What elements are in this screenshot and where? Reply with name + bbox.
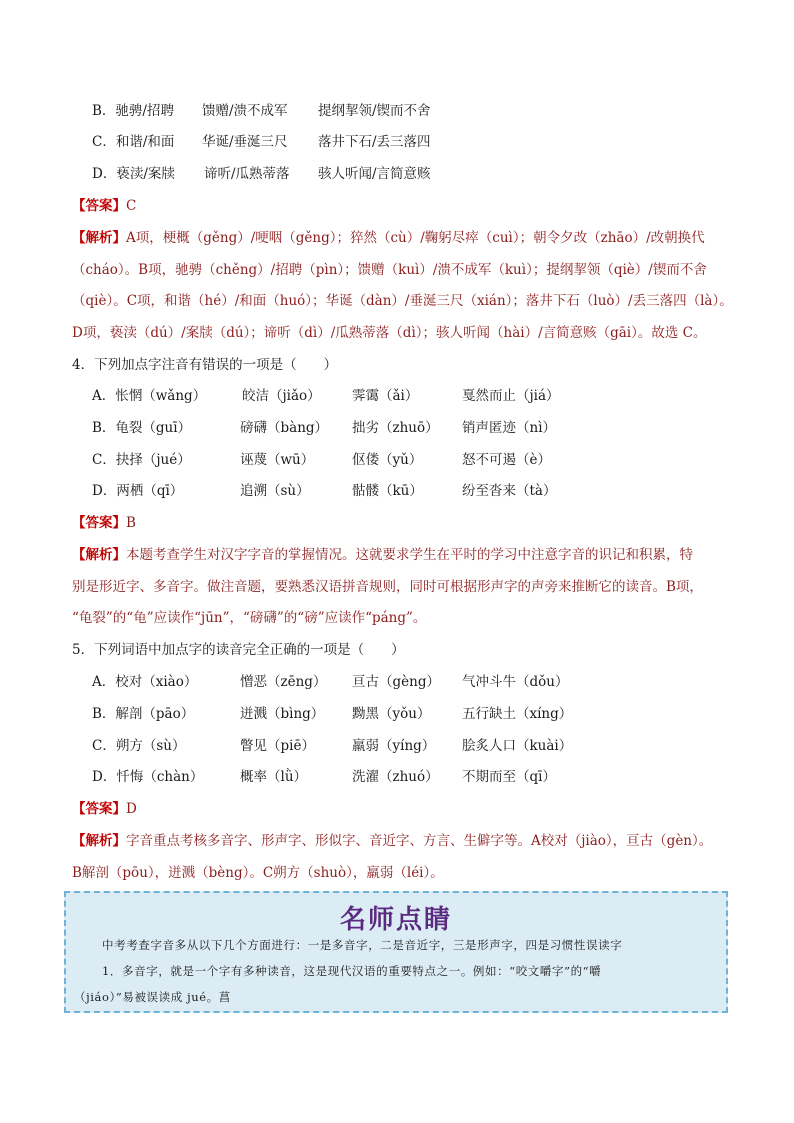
option-word: 羸弱（yíng） — [352, 738, 436, 754]
option-word: A．怅惘（wǎng） — [92, 388, 207, 404]
explain-text: A项，梗概（gěng）/哽咽（gěng）；猝然（cù）/鞠躬尽瘁（cuì）；朝令夕改（zhāo）/改朝换代 — [126, 230, 705, 246]
option-word: 戛然而止（jiá） — [462, 388, 560, 404]
option-label: B．驰骋/招聘 — [92, 103, 174, 119]
explain-text: （cháo）。B项，驰骋（chěng）/招聘（pìn）；馈赠（kuì）/溃不成军（kuì）；提纲挈领（qiè）/锲而不舍 — [72, 262, 707, 278]
option-word: 骇人听闻/言简意赅 — [318, 166, 431, 182]
option-label: C．和谐/和面 — [92, 134, 175, 150]
answer-tag: 【答案】 — [72, 515, 126, 531]
explain-tag: 【解析】 — [72, 547, 126, 563]
option-word: 纷至沓来（tà） — [462, 483, 557, 499]
option-word: 五行缺土（xíng） — [462, 706, 573, 722]
explain-text: 本题考查学生对汉字字音的掌握情况。这就要求学生在平时的学习中注意字音的识记和积累，特 — [126, 547, 693, 563]
explain-text: B解剖（pōu），迸溅（bèng）。C朔方（shuò），羸弱（léi）。 — [72, 865, 444, 881]
option-word: 拙劣（zhuō） — [352, 420, 439, 436]
option-word: B．解剖（pāo） — [92, 706, 195, 722]
explain-text: 字音重点考核多音字、形声字、形似字、音近字、方言、生僻字等。A校对（jiào），亘古（gèn）。 — [126, 833, 713, 849]
explain-tag: 【解析】 — [72, 833, 126, 849]
q4-explanation-line — [72, 576, 732, 598]
option-word: D．忏悔（chàn） — [92, 769, 204, 785]
q3-answer — [72, 195, 732, 217]
option-word: 馈赠/溃不成军 — [202, 103, 288, 119]
q3-explanation-line — [72, 322, 732, 344]
option-word: 诬蔑（wū） — [240, 452, 315, 468]
option-word: 追溯（sù） — [240, 483, 310, 499]
option-word: 洗濯（zhuó） — [352, 769, 439, 785]
q3-explanation-line — [72, 290, 732, 312]
option-word: 落井下石/丢三落四 — [318, 134, 431, 150]
tip-line: （jiáo）”易被误读成 jué。菖 — [74, 990, 231, 1004]
option-word: 皎洁（jiǎo） — [242, 388, 321, 404]
q4-stem: 4．下列加点字注音有错误的一项是（ ） — [72, 357, 338, 373]
option-word: 霁霭（ǎi） — [352, 388, 419, 404]
option-label: D．亵渎/案牍 — [92, 166, 175, 182]
answer-value: B — [126, 515, 136, 531]
answer-tag: 【答案】 — [72, 198, 126, 214]
q4-answer — [72, 512, 732, 534]
q3-explanation-line — [72, 259, 732, 281]
option-word: 概率（lǜ） — [240, 769, 308, 785]
explain-text: “龟裂”的“龟”应读作“jūn”，“磅礴”的“磅”应读作“páng”。 — [72, 610, 427, 626]
option-word: 迸溅（bìng） — [240, 706, 325, 722]
explain-text: D项，亵渎（dú）/案牍（dú）；谛听（dì）/瓜熟蒂落（dì）；骇人听闻（hài）/言简意赅（gāi）。故选 C。 — [72, 325, 707, 341]
answer-value: C — [126, 198, 137, 214]
option-word: 销声匿迹（nì） — [462, 420, 557, 436]
option-word: 磅礴（bàng） — [240, 420, 329, 436]
option-word: 怒不可遏（è） — [462, 452, 551, 468]
q4-explanation-line — [72, 544, 732, 566]
option-word: A．校对（xiào） — [92, 674, 198, 690]
option-word: D．两栖（qī） — [92, 483, 184, 499]
explain-text: 别是形近字、多音字。做注音题，要熟悉汉语拼音规则，同时可根据形声字的声旁来推断它的读音。B项， — [72, 579, 703, 595]
option-word: 黝黑（yǒu） — [352, 706, 431, 722]
option-word: 提纲挈领/锲而不舍 — [318, 103, 431, 119]
q5-answer — [72, 798, 732, 820]
explain-tag: 【解析】 — [72, 230, 126, 246]
option-word: 瞥见（piē） — [240, 738, 315, 754]
answer-tag: 【答案】 — [72, 801, 126, 817]
option-word: 华诞/垂涎三尺 — [202, 134, 288, 150]
option-word: 气冲斗牛（dǒu） — [462, 674, 569, 690]
tip-line: 1．多音字，就是一个字有多种读音，这是现代汉语的重要特点之一。例如：“咬文嚼字”的“嚼 — [102, 964, 602, 978]
option-word: 脍炙人口（kuài） — [462, 738, 573, 754]
q5-explanation-line — [72, 830, 732, 852]
option-word: 谛听/瓜熟蒂落 — [204, 166, 290, 182]
option-word: 不期而至（qī） — [462, 769, 556, 785]
q5-stem: 5．下列词语中加点字的读音完全正确的一项是（ ） — [72, 642, 405, 658]
answer-value: D — [126, 801, 137, 817]
option-word: 伛偻（yǔ） — [352, 452, 423, 468]
q5-explanation-line — [72, 862, 732, 884]
q3-explanation-line — [72, 227, 732, 249]
option-word: C．朔方（sù） — [92, 738, 186, 754]
explain-text: （qiè）。C项，和谐（hé）/和面（huó）；华诞（dàn）/垂涎三尺（xián）；落井下石（luò）/丢三落四（là）。 — [72, 293, 733, 309]
option-word: 骷髅（kū） — [352, 483, 423, 499]
teacher-tip-box — [64, 891, 728, 1013]
option-word: 亘古（gèng） — [352, 674, 440, 690]
tip-line: 中考考查字音多从以下几个方面进行：一是多音字，二是音近字，三是形声字，四是习惯性误读字 — [102, 938, 623, 952]
option-word: B．龟裂（guī） — [92, 420, 192, 436]
option-word: 憎恶（zēng） — [240, 674, 327, 690]
tip-title: 名师点睛 — [339, 905, 452, 935]
q4-explanation-line — [72, 607, 732, 629]
option-word: C．抉择（jué） — [92, 452, 191, 468]
